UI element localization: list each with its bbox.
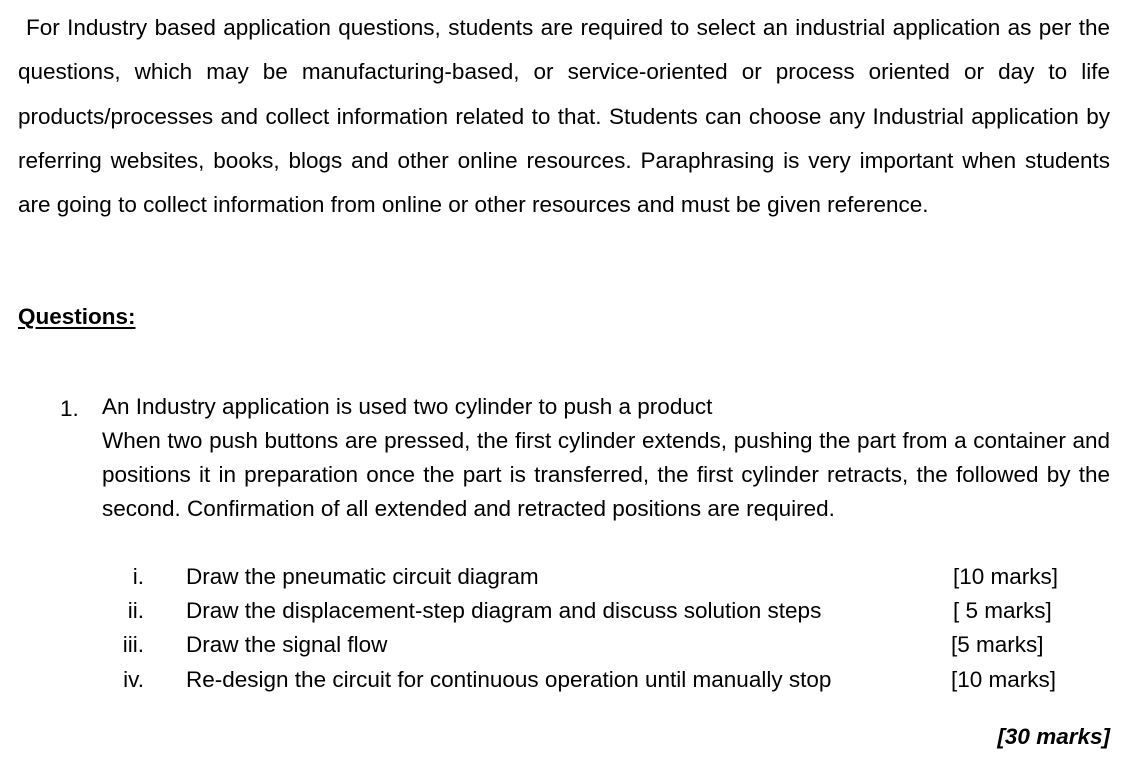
subquestion-text: Draw the displacement-step diagram and discuss solution steps [186, 598, 822, 623]
subquestion-marks: [5 marks] [951, 632, 1044, 657]
subquestion-marks: [10 marks] [951, 667, 1057, 692]
question-description: When two push buttons are pressed, the first cylinder extends, pushing the part from a container and positions it in preparation once the part is transferred, the first cylinder retracts, the followed by the second. Confirmation of all extended and retracted positions are required. [102, 428, 1110, 521]
question-title: An Industry application is used two cylinder to push a product [102, 394, 713, 419]
total-marks: [30 marks] [997, 724, 1110, 749]
subquestion-numeral: i. [132, 564, 144, 589]
subquestion-numeral: iv. [123, 667, 144, 692]
question-number: 1. [60, 396, 79, 421]
intro-paragraph: For Industry based application questions, students are required to select an industrial application as per the questions, which may be manufacturing-based, or service-oriented or process oriented or day to life products/processes and collect information related to that. Students can choose any Industrial application by referring websites, books, blogs and other online resources. Paraphrasing is very important when students are going to collect information from online or other resources and must be given reference. [18, 15, 1110, 218]
subquestion-text: Re-design the circuit for continuous operation until manually stop [186, 667, 832, 692]
questions-heading: Questions: [18, 304, 136, 329]
subquestion-text: Draw the pneumatic circuit diagram [186, 564, 539, 589]
subquestion-marks: [ 5 marks] [953, 598, 1052, 623]
subquestion-marks: [10 marks] [953, 564, 1059, 589]
subquestion-text: Draw the signal flow [186, 632, 388, 657]
subquestion-numeral: ii. [127, 598, 144, 623]
subquestion-numeral: iii. [122, 632, 144, 657]
question-body [102, 390, 1110, 526]
